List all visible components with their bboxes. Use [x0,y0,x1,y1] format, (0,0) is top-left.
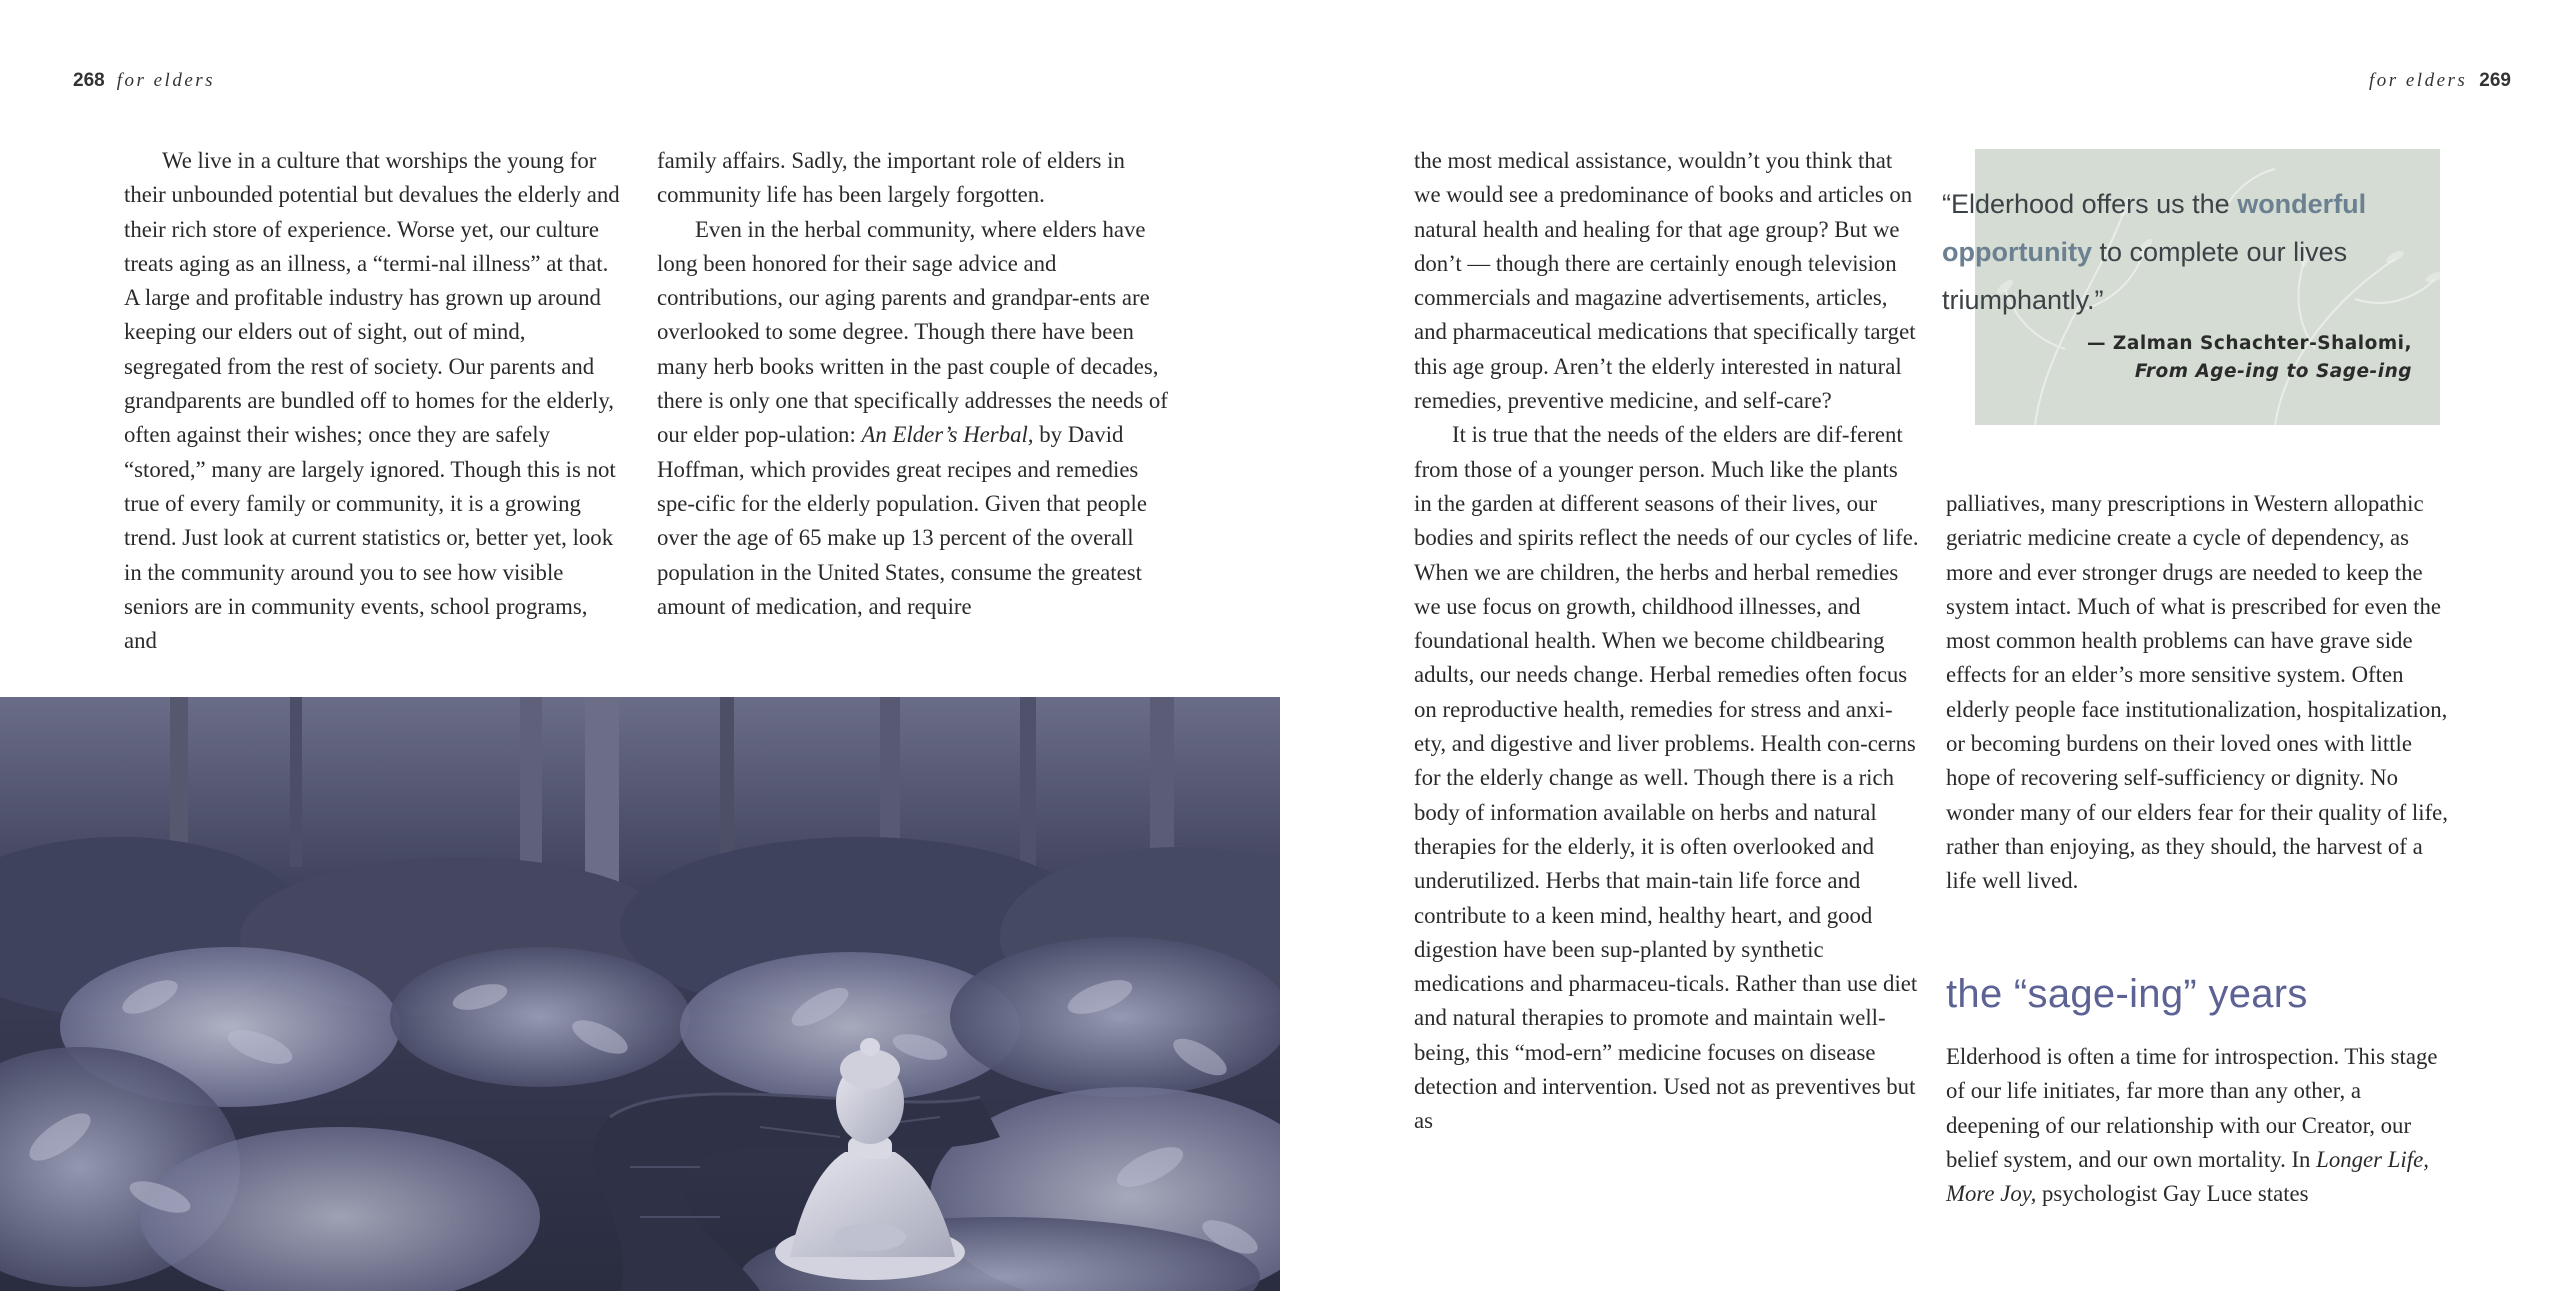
pull-quote-attribution [2087,330,2412,386]
running-head-left [73,70,215,92]
body-column-2 [657,144,1172,624]
body-column-4 [1946,487,2451,899]
page-number-right: 269 [2479,70,2511,91]
paragraph-culture: We live in a culture that worships the young for their unbounded potential but devalues the elderly and their rich store of experience. Worse yet, our culture treats aging as an illness, a “termi-nal illness” at that. A large and profitable industry has grown up around keeping our elders out of sight, out of mind, segregated from the rest of society. Our parents and grandparents are bundled off to homes for the elderly, often against their wishes; once they are safely “stored,” many are largely ignored. Though this is not true of every family or community, it is a growing trend. Just look at current statistics or, better yet, look in the community around you to see how visible seniors are in community events, school programs, and [124,148,620,654]
section-heading: the “sage-ing” years [1946,972,2308,1016]
running-head-left-text: for elders [116,70,216,91]
running-head-right [2369,70,2511,92]
paragraph-elderhood: Elderhood is often a time for introspection. This stage of our life initiates, far more than any other, a deepening of our relationship with our Creator, our belief system, and our own mortality. In Longer Life, More Joy, psychologist Gay Luce states [1946,1044,2438,1207]
page-number-left: 268 [73,70,105,91]
paragraph-medical-assistance: the most medical assistance, wouldn’t you think that we would see a predominance of books and articles on natural health and healing for that age group? But we don’t — though there are certainly enough television commercials and magazine advertisements, articles, and pharmaceutical medications that specifically target this age group. Aren’t the elderly interested in natural remedies, preventive medicine, and self-care? [1414,148,1916,414]
pull-quote-highlight: wonderful opportunity [1942,189,2367,267]
running-head-right-text: for elders [2368,70,2468,91]
pull-quote-text: “Elderhood offers us the wonderful opportunity to complete our lives triumphantly.” [1942,189,2367,315]
paragraph-family-affairs: family affairs. Sadly, the important role of elders in community life has been largely forgotten. [657,148,1125,208]
attribution-source: From Age-ing to Sage-ing [2134,361,2412,382]
paragraph-palliatives: palliatives, many prescriptions in Western allopathic geriatric medicine create a cycle of dependency, as more and ever stronger drugs are needed to keep the system intact. Much of what is prescribed for even the most common health problems can have grave side effects for an elder’s more sensitive system. Often elderly people face institutionalization, hospitalization, or becoming burdens on their loved ones with little hope of recovering self-sufficiency or dignity. No wonder many of our elders fear for their quality of life, rather than enjoying, as they should, the harvest of a life well lived. [1946,491,2448,894]
paragraph-needs-of-elders: It is true that the needs of the elders are dif-ferent from those of a younger person. Much like the plants in the garden at different seasons of their lives, our bodies and spirits reflect the needs of our cycles of life. When we are children, the herbs and herbal remedies we use focus on growth, childhood illnesses, and foundational health. When we become childbearing adults, our needs change. Herbal remedies often focus on reproductive health, remedies for stress and anxi-ety, and digestive and liver problems. Health con-cerns for the elderly change as well. Though there is a rich body of information available on herbs and natural therapies for the elderly, it is often overlooked and underutilized. Herbs that main-tain life force and contribute to a keen mind, healthy heart, and good digestion have been sup-planted by synthetic medications and pharmaceu-ticals. Rather than use diet and natural therapies to promote and maintain well-being, this “mod-ern” medicine focuses on disease detection and intervention. Used not as preventives but as [1414,422,1919,1134]
paragraph-herbal-community: Even in the herbal community, where elders have long been honored for their sage advice and contributions, our aging parents and grandpar-ents are overlooked to some degree. Though there have been many herb books written in the past couple of decades, there is only one that specifically addresses the needs of our elder pop-ulation: An Elder’s Herbal, by David Hoffman, which provides great recipes and remedies spe-cific for the elderly population. Given that people over the age of 65 make up 13 percent of the overall population in the United States, consume the greatest amount of medication, and require [657,216,1168,619]
garden-photo [0,697,1280,1291]
body-column-3 [1414,144,1919,1139]
body-column-1 [124,144,624,658]
book-title-elders-herbal: An Elder’s Herbal, [861,422,1034,448]
book-title-longer-life: Longer Life, More Joy, [1946,1146,2429,1207]
attribution-name: — Zalman Schachter-Shalomi, [2086,333,2412,354]
body-column-4-continued [1946,1040,2451,1211]
